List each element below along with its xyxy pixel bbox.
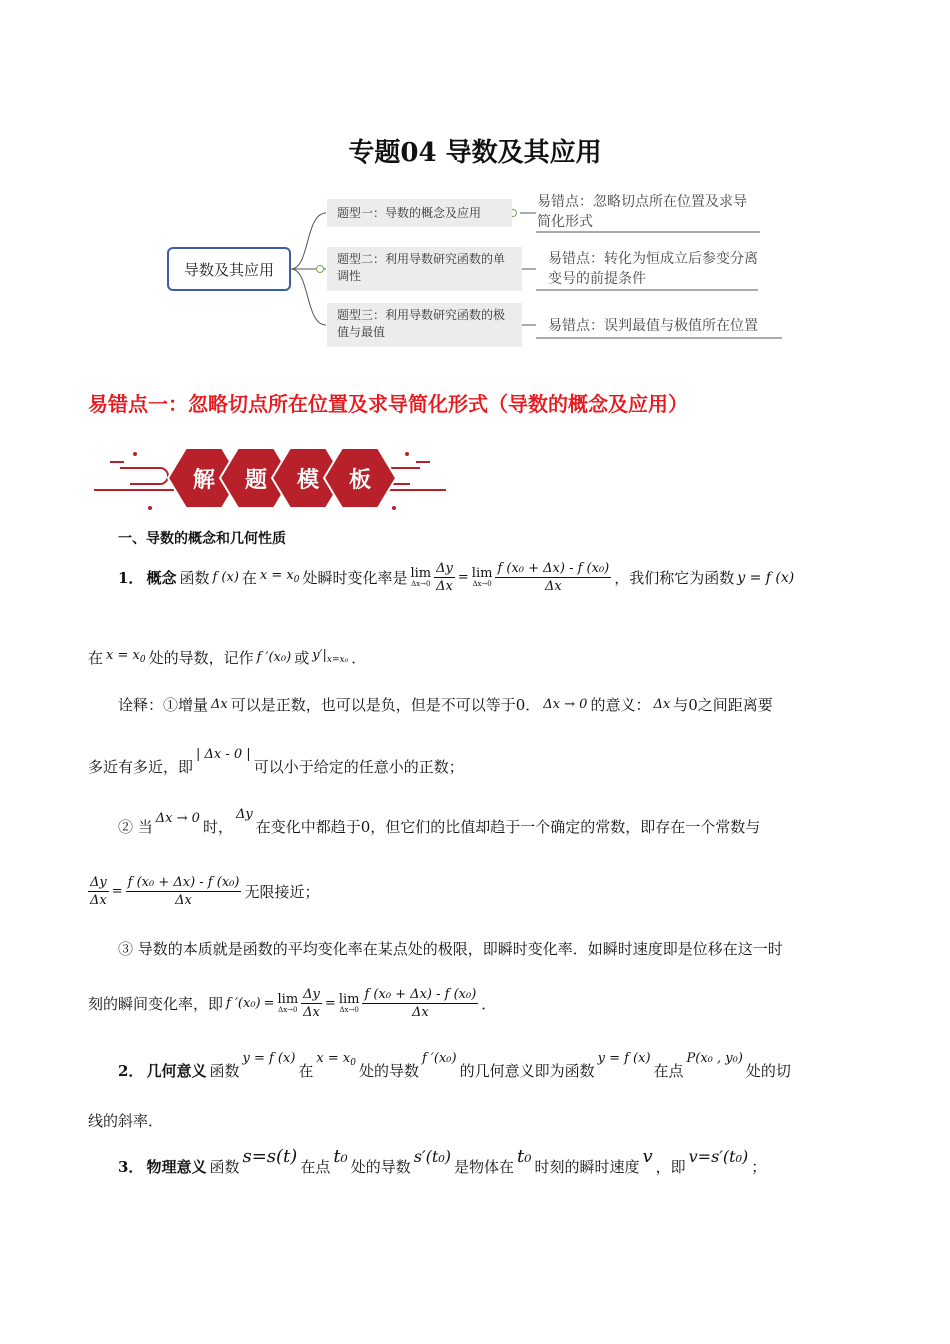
mindmap-branch-3: 题型三：利用导数研究函数的极值与最值: [327, 303, 522, 347]
banner-char-3: 模: [296, 468, 319, 493]
note-c-line-1: ③ 导数的本质就是函数的平均变化率在某点处的极限，即瞬时变化率．如瞬时速度即是位移在这一时: [118, 940, 783, 958]
fraction: $\frac{\text{f (x₀ + Δx) - f (x₀)}}{\Delta x}$: [497, 561, 610, 594]
item-2-line-1: 2． 几何意义 函数 y = f (x) 在 $x = x_0$ 处的导数 f ′(x₀) 的几何意义即为函数 y = f (x) 在点 P(x₀ , y₀) 处的切: [118, 1051, 791, 1080]
collapse-icon: [317, 266, 324, 273]
mindmap-branch-1: 题型一：导数的概念及应用: [327, 199, 512, 227]
note-a-line-2: 多近有多近，即 | Δx - 0 | 可以小于给定的任意小的正数；: [88, 747, 464, 776]
mindmap-branch-2: 题型二：利用导数研究函数的单调性: [327, 247, 522, 291]
mindmap-note-3: 易错点：误判最值与极值所在位置: [548, 318, 758, 334]
item-1-line-1: 1． 概念 函数 f (x) 在 $x = x_0$ 处瞬时变化率是 lim Δx→0 $\frac{\Delta y}{\Delta x}$ = lim Δx→0 $\frac{\text{f (x₀ + Δx) - f (x₀)}}{\Delta x}$ ，我们称它为函数 y = f (x): [118, 561, 795, 594]
mindmap-note-2: 易错点：转化为恒成立后参变分离变号的前提条件: [548, 251, 758, 287]
section-heading: 易错点一：忽略切点所在位置及求导简化形式（导数的概念及应用）: [88, 392, 688, 416]
banner-char-4: 板: [348, 468, 371, 493]
page-title: 专题04 导数及其应用: [348, 138, 602, 168]
note-a-line-1: 诠释：①增量 Δx 可以是正数，也可以是负，但是不可以等于0． Δx → 0 的意义： Δx 与0之间距离要: [118, 696, 773, 714]
note-c-line-2: 刻的瞬间变化率，即 f ′(x₀) = lim Δx→0 $\frac{\Delta y}{\Delta x}$ = lim Δx→0 $\frac{\text{f (x₀ + Δx) - f (x₀)}}{\Delta x}$ ．: [88, 987, 497, 1020]
item-3-line-1: 3． 物理意义 函数 s=s(t) 在点 t₀ 处的导数 s′(t₀) 是物体在 t₀ 时刻的瞬时速度 v ，即 v=s′(t₀) ；: [118, 1146, 767, 1176]
banner-char-1: 解: [192, 468, 215, 493]
fraction: $\frac{\Delta y}{\Delta x}$: [436, 561, 453, 594]
mindmap-note-1: 易错点：忽略切点所在位置及求导简化形式: [537, 194, 747, 230]
limit: lim Δx→0: [410, 565, 432, 588]
limit: lim Δx→0: [471, 565, 493, 588]
sub-heading: 一、导数的概念和几何性质: [118, 531, 286, 547]
item-2-line-2: 线的斜率．: [88, 1112, 164, 1130]
item-1-line-2: 在 $x = x_0$ 处的导数，记作 f ′(x₀) 或 $y'|_{x=x_0}$ ．: [88, 648, 367, 667]
note-b-line-2: $\frac{\Delta y}{\Delta x}$ = $\frac{\text{f (x₀ + Δx) - f (x₀)}}{\Delta x}$ 无限接近；: [90, 875, 320, 908]
mindmap-root: 导数及其应用: [167, 247, 291, 291]
note-b-line-1: ② 当 Δx → 0 时， Δy 在变化中都趋于0，但它们的比值却趋于一个确定的常数，即存在一个常数与: [118, 807, 761, 836]
banner-char-2: 题: [244, 468, 267, 493]
